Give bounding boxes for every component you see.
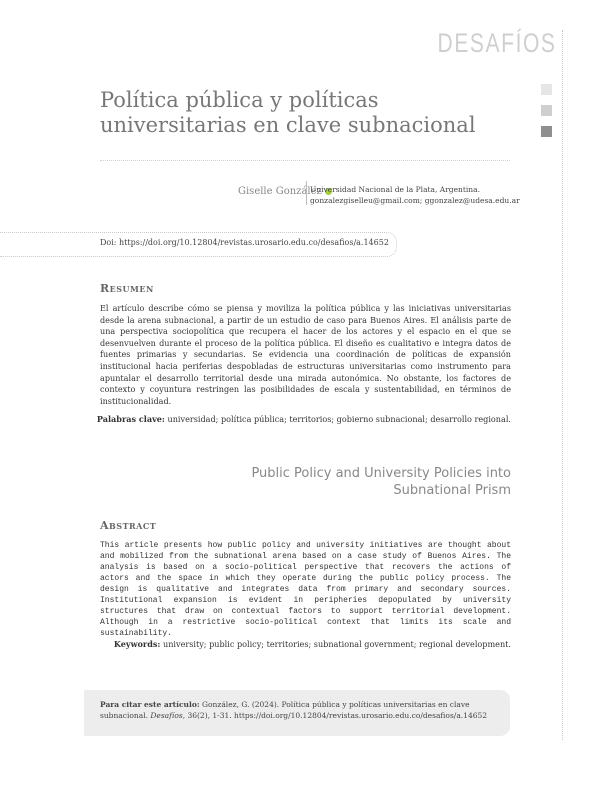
keywords: [114, 639, 511, 649]
citation: [100, 699, 495, 721]
margin-rule: [562, 30, 563, 740]
affiliation-emails[interactable]: gonzalezgiselleu@gmail.com; ggonzalez@udesa.edu.ar: [310, 196, 520, 205]
title-divider: [100, 160, 510, 161]
doi-link[interactable]: Doi: https://doi.org/10.12804/revistas.urosario.edu.co/desafios/a.14652: [100, 238, 389, 247]
palabras-clave: [97, 414, 511, 424]
resumen-body: El artículo describe cómo se piensa y moviliza la política pública y las iniciativas universitarias desde la arena subnacional, a partir de un estudio de caso para Buenos Aires. El análisis parte de una perspectiva sociopolítica que recupera el hacer de los actores y el espacio en el que se desenvuelven durante el proceso de la política pública. El diseño es cualitativo e integra datos de fuentes primarias y secundarias. Se evidencia una coordinación de políticas de expansión institucional hacia periferias despobladas de estructuras universitarias como instrumento para apuntalar el desarrollo territorial desde una mirada autonómica. No obstante, los factores de contexto y coyuntura restringen las posibilidades de escala y sustentabilidad, en términos de institucionalidad.: [100, 303, 511, 406]
decor-square-mid: [541, 105, 552, 116]
article-title: Política pública y políticas universitarias en clave subnacional: [100, 88, 476, 137]
keywords-label: Keywords:: [113, 639, 161, 649]
decor-square-dark: [541, 126, 552, 137]
keywords-list: university; public policy; territories; subnational government; regional development.: [162, 639, 511, 649]
citation-text: González, G. (2024). Política pública y políticas universitarias en clave subnacional.: [100, 700, 470, 720]
decor-square-light: [541, 84, 552, 95]
author-affiliation: [310, 184, 520, 206]
affiliation-divider: [306, 181, 307, 205]
palabras-clave-label: Palabras clave:: [96, 414, 165, 424]
abstract-heading: Abstract: [100, 519, 157, 532]
citation-journal: Desafíos: [150, 711, 183, 720]
journal-logo: DESAFÍOS: [438, 28, 557, 58]
abstract-body: This article presents how public policy and university initiatives are thought about and mobilized from the subnational arena based on a case study of Buenos Aires. The analysis is based on a socio-political perspective that recovers the actions of actors and the space in which they operate during the public policy process. The design is qualitative and integrates data from primary and secondary sources. Institutional expansion is evident in peripheries depopulated by university structures that draw on contextual factors to support territorial development. Although in a restrictive socio-political context that limits its scale and sustainability.: [100, 541, 511, 638]
citation-volume-doi[interactable]: , 36(2), 1-31. https://doi.org/10.12804/revistas.urosario.edu.co/desafios/a.14652: [182, 711, 488, 720]
resumen-heading: Resumen: [100, 282, 154, 295]
english-title: Public Policy and University Policies into Subnational Prism: [251, 466, 511, 498]
author-name-text: Giselle González: [238, 186, 322, 197]
citation-label: Para citar este artículo:: [100, 700, 200, 709]
affiliation-institution: Universidad Nacional de la Plata, Argentina.: [310, 185, 480, 194]
palabras-clave-list: universidad; política pública; territorios; gobierno subnacional; desarrollo regional.: [167, 414, 511, 424]
